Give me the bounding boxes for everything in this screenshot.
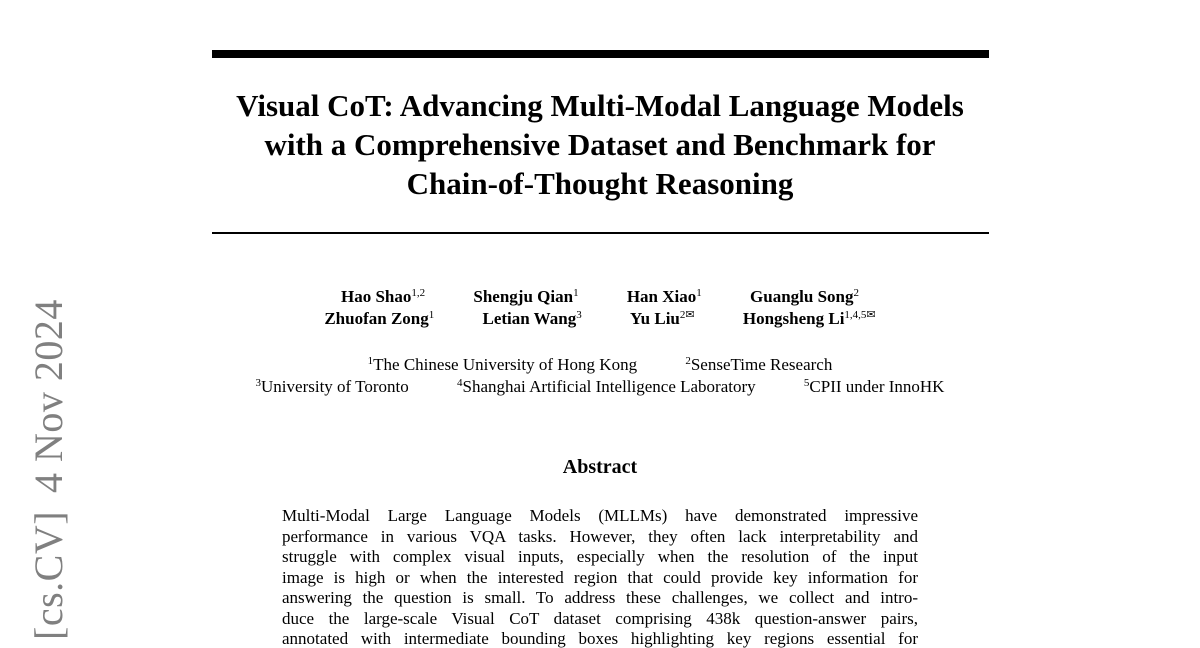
affiliation-mark: 3 (255, 377, 262, 389)
abstract-body (282, 506, 918, 648)
author-name: Han Xiao (626, 287, 697, 306)
affiliation (685, 354, 832, 376)
abstract-line: duce the large-scale Visual CoT dataset comprising 438k question-answer pairs, (282, 608, 918, 628)
title-top-rule (212, 50, 989, 58)
abstract-line: struggle with complex visual inputs, especially when the resolution of the input (282, 547, 918, 566)
affiliation (368, 354, 637, 376)
abstract-heading: Abstract (562, 456, 638, 478)
affiliation-list (150, 354, 1050, 398)
abstract-line: Multi-Modal Large Language Models (MLLMs) have demonstrated impressive (282, 506, 918, 525)
author (630, 308, 695, 330)
author-name: Hongsheng Li (742, 309, 845, 328)
affiliation-name: University of Toronto (261, 377, 409, 396)
affiliation-name: The Chinese University of Hong Kong (373, 355, 638, 374)
title-line: Visual CoT: Advancing Multi-Modal Language Models (236, 88, 964, 123)
author (743, 308, 876, 330)
author-row (150, 286, 1050, 308)
author-name: Hao Shao (341, 287, 412, 306)
author (627, 286, 702, 308)
abstract-line: image is high or when the interested region that could provide key information for (282, 567, 918, 587)
author-name: Zhuofan Zong (324, 309, 429, 328)
author-affiliation-mark: 1,2 (411, 287, 426, 299)
author (483, 308, 582, 330)
abstract-line: annotated with intermediate bounding boxes highlighting key regions essential for (282, 629, 918, 648)
affiliation (804, 376, 945, 398)
author-affiliation-mark: 3 (576, 309, 582, 321)
abstract-line: answering the question is small. To address these challenges, we collect and intro- (282, 588, 918, 607)
arxiv-category: [cs.CV] (26, 510, 71, 640)
author (750, 286, 859, 308)
affiliation (256, 376, 409, 398)
paper-title (150, 86, 1050, 203)
author-name: Letian Wang (482, 309, 577, 328)
author-affiliation-mark: 1 (696, 287, 702, 299)
author-affiliation-mark: 1,4,5✉ (844, 309, 876, 321)
arxiv-date: 4 Nov 2024 (26, 299, 71, 493)
author (324, 308, 434, 330)
author (473, 286, 578, 308)
affiliation (457, 376, 756, 398)
affiliation-mark: 1 (367, 355, 374, 367)
affiliation-name: Shanghai Artificial Intelligence Laboratory (462, 377, 756, 396)
title-bottom-rule (212, 232, 989, 234)
arxiv-side-stamp (24, 299, 74, 640)
affiliation-name: SenseTime Research (690, 355, 833, 374)
author-name: Yu Liu (629, 309, 680, 328)
author-affiliation-mark: 1 (573, 287, 579, 299)
author-row (150, 308, 1050, 330)
title-line: with a Comprehensive Dataset and Benchmark for (264, 127, 936, 162)
author-affiliation-mark: 2 (853, 287, 859, 299)
affiliation-row (150, 376, 1050, 398)
affiliation-row (150, 354, 1050, 376)
author-name: Shengju Qian (473, 287, 574, 306)
title-line: Chain-of-Thought Reasoning (406, 166, 794, 201)
author (341, 286, 425, 308)
author-affiliation-mark: 1 (428, 309, 435, 321)
affiliation-mark: 2 (685, 355, 691, 367)
affiliation-name: CPII under InnoHK (809, 377, 945, 396)
author-affiliation-mark: 2✉ (679, 309, 695, 321)
affiliation-mark: 4 (457, 377, 463, 389)
author-list (150, 286, 1050, 330)
author-name: Guanglu Song (750, 287, 854, 306)
abstract-line: performance in various VQA tasks. However, they often lack interpretability and (282, 526, 918, 546)
affiliation-mark: 5 (803, 377, 810, 389)
